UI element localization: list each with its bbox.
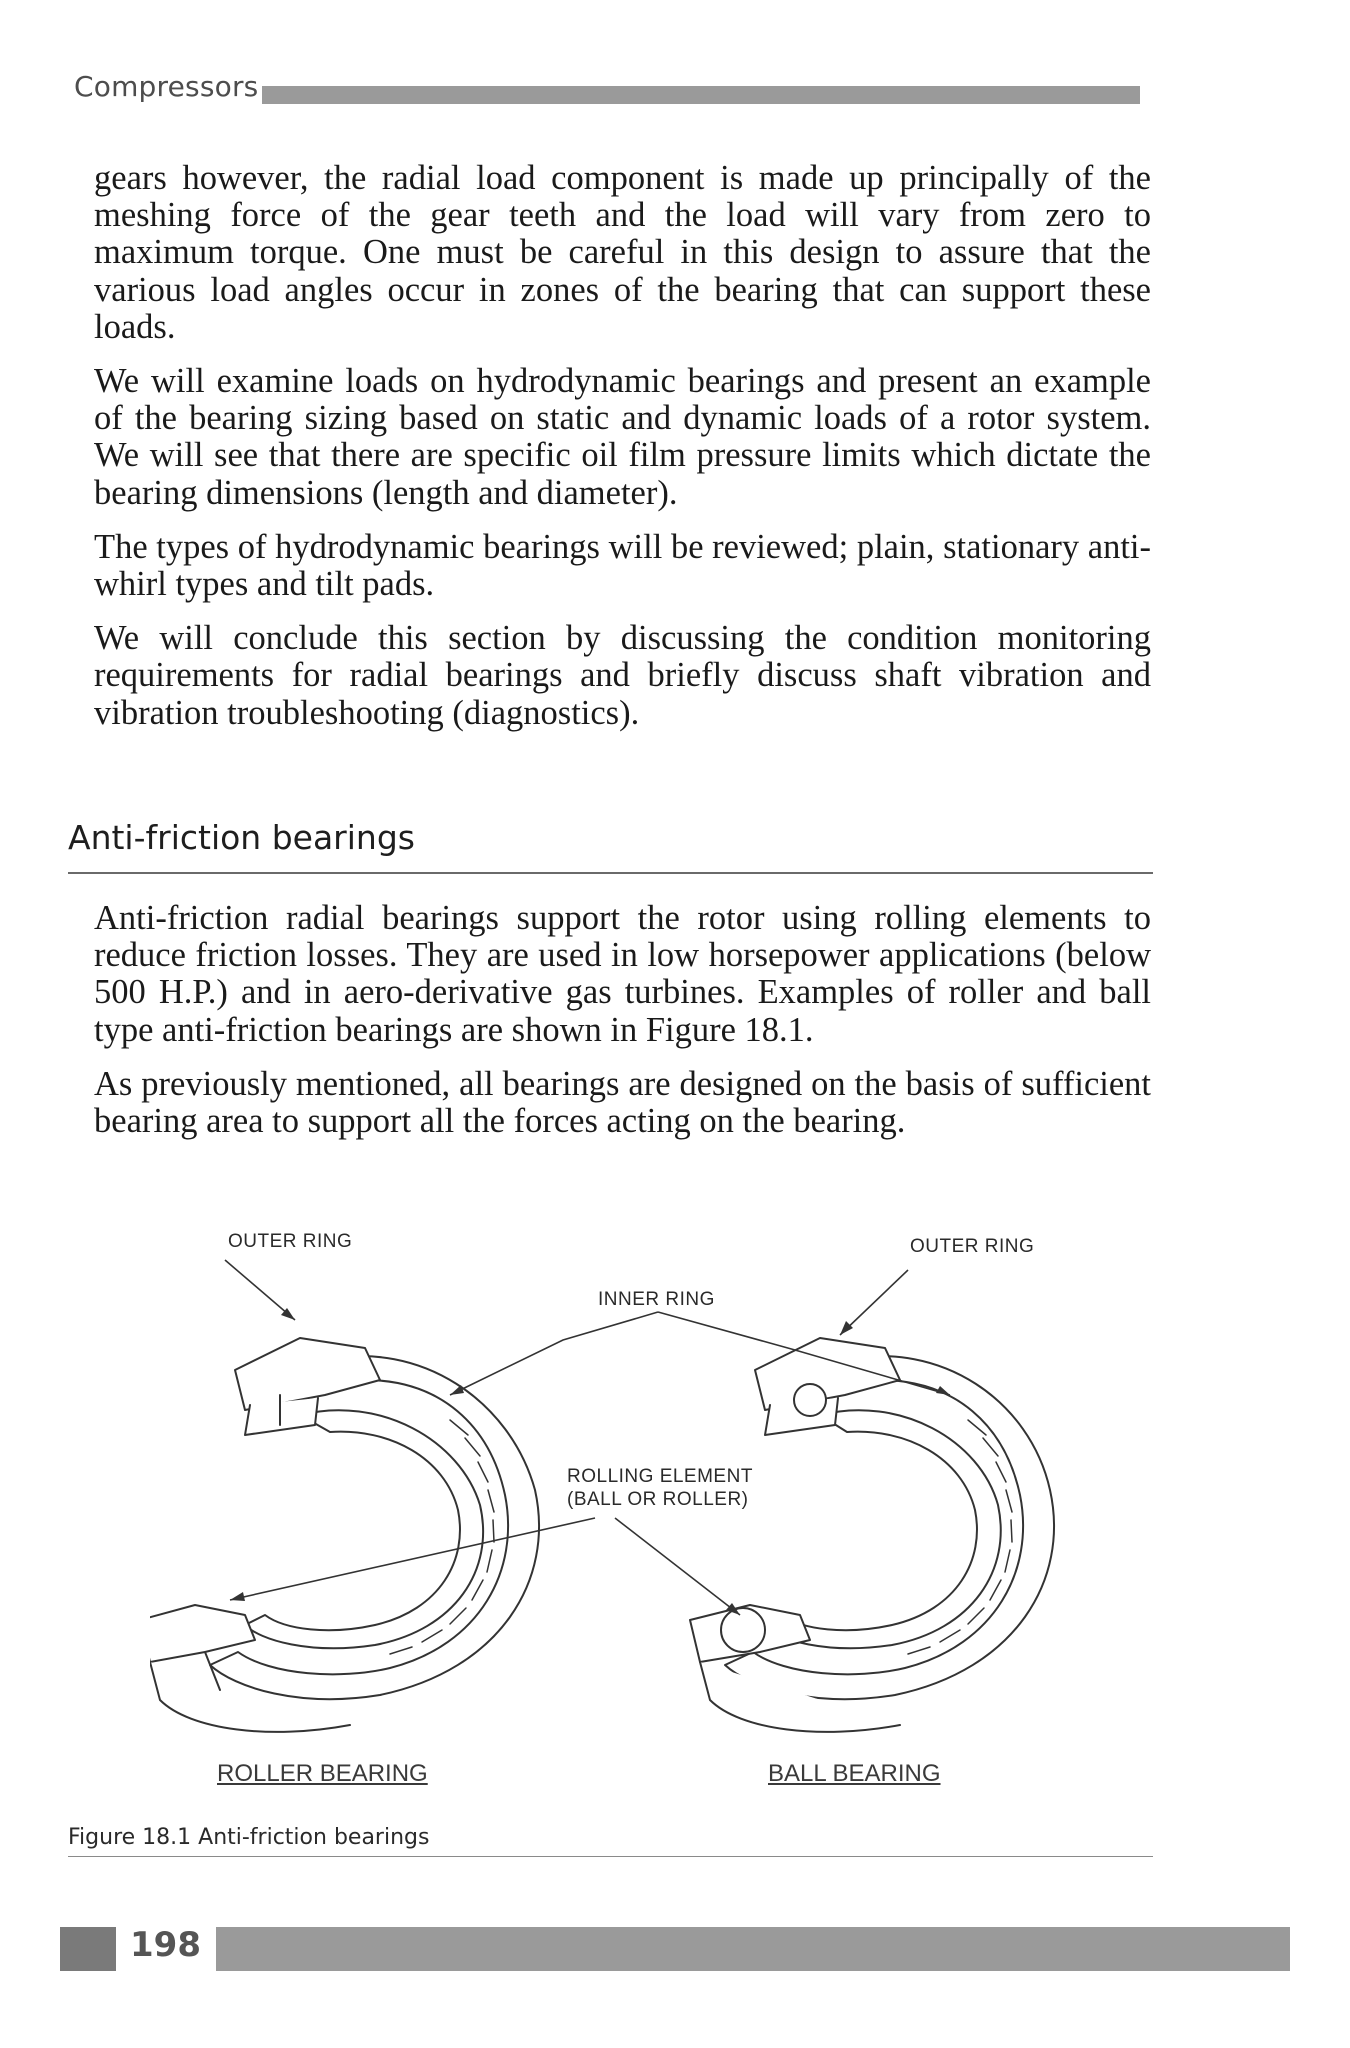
page-number: 198 xyxy=(130,1925,201,1965)
running-head-title: Compressors xyxy=(74,70,259,103)
section-heading: Anti-friction bearings xyxy=(68,818,415,857)
figure-anti-friction-bearings xyxy=(150,1220,1080,1787)
paragraph: Anti-friction radial bearings support the rotor using rolling elements to reduce friction losses. They are used in low horsepower applications (below 500 H.P.) and in aero-derivative gas turbines. Examples of roller and ball type anti-friction bearings are shown in Figure 18.1. xyxy=(94,899,1151,1049)
figure-caption: Figure 18.1 Anti-friction bearings xyxy=(68,1825,430,1850)
paragraph: gears however, the radial load component is made up principally of the meshing force of the gear teeth and the load will vary from zero to maximum torque. One must be careful in this design to assure that the various load angles occur in zones of the bearing that can support these loads. xyxy=(94,159,1151,346)
paragraph: We will examine loads on hydrodynamic bearings and present an example of the bearing sizing based on static and dynamic loads of a rotor system. We will see that there are specific oil film pressure limits which dictate the bearing dimensions (length and diameter). xyxy=(94,362,1151,512)
body-text-intro xyxy=(94,160,1151,749)
roller-bearing-drawing xyxy=(150,1338,539,1732)
section-divider xyxy=(68,872,1153,874)
caption-divider xyxy=(68,1856,1153,1857)
label-outer-ring-ball: OUTER RING xyxy=(910,1236,1035,1257)
paragraph: We will conclude this section by discussing the condition monitoring requirements for radial bearings and briefly discuss shaft vibration and vibration troubleshooting (diagnostics). xyxy=(94,619,1151,732)
title-roller-bearing: ROLLER BEARING xyxy=(217,1760,428,1787)
label-rolling-element-type: (BALL OR ROLLER) xyxy=(567,1489,749,1510)
footer-bar xyxy=(216,1927,1290,1971)
title-ball-bearing: BALL BEARING xyxy=(768,1760,941,1787)
header-bar xyxy=(262,86,1140,104)
footer-block xyxy=(60,1927,116,1971)
body-text-section xyxy=(94,900,1151,1157)
paragraph: As previously mentioned, all bearings are designed on the basis of sufficient bearing area to support all the forces acting on the bearing. xyxy=(94,1064,1151,1141)
page-header xyxy=(72,68,1142,112)
page-footer xyxy=(60,1925,1290,1971)
label-rolling-element: ROLLING ELEMENT xyxy=(567,1466,753,1487)
label-outer-ring-roller: OUTER RING xyxy=(228,1231,353,1252)
paragraph: The types of hydrodynamic bearings will be reviewed; plain, stationary anti-whirl types and tilt pads. xyxy=(94,527,1151,604)
ball-bearing-drawing xyxy=(690,1338,1054,1732)
label-inner-ring: INNER RING xyxy=(598,1289,715,1310)
